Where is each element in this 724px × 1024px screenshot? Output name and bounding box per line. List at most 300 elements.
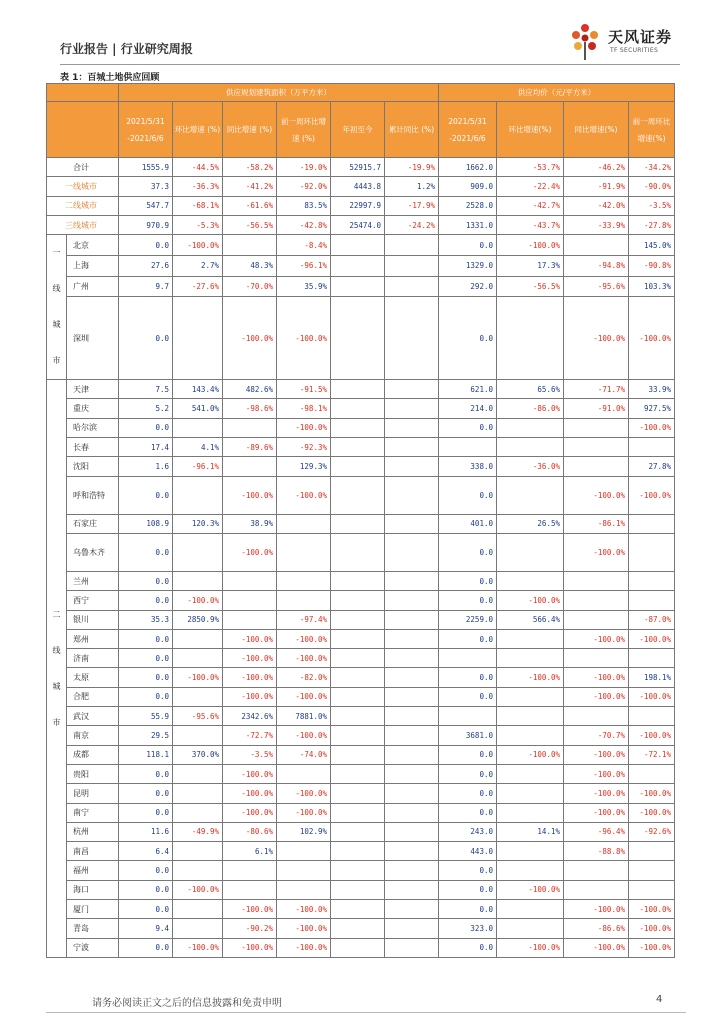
- value-cell: -100.0%: [277, 476, 331, 514]
- value-cell: [629, 880, 675, 899]
- value-cell: 4.1%: [173, 438, 223, 457]
- table-row: [47, 649, 675, 668]
- page-number: 4: [656, 994, 663, 1005]
- value-cell: 443.0: [439, 842, 497, 861]
- value-cell: -91.9%: [564, 177, 629, 196]
- header-blank-cell: [47, 84, 119, 102]
- value-cell: -87.0%: [629, 610, 675, 629]
- value-cell: [223, 591, 277, 610]
- city-name: 青岛: [67, 919, 119, 938]
- value-cell: [173, 687, 223, 706]
- value-cell: -82.0%: [277, 668, 331, 687]
- value-cell: [385, 476, 439, 514]
- value-cell: -58.2%: [223, 158, 277, 177]
- value-cell: [331, 745, 385, 764]
- value-cell: -92.0%: [277, 177, 331, 196]
- value-cell: -100.0%: [223, 784, 277, 803]
- value-cell: [385, 533, 439, 571]
- value-cell: -5.3%: [173, 215, 223, 234]
- value-cell: [173, 784, 223, 803]
- value-cell: 108.9: [119, 514, 173, 533]
- tier-group-char: 城: [52, 320, 61, 330]
- value-cell: 0.0: [439, 938, 497, 957]
- value-cell: -100.0%: [277, 297, 331, 380]
- value-cell: [331, 842, 385, 861]
- value-cell: [497, 629, 564, 648]
- value-cell: -96.1%: [173, 457, 223, 476]
- value-cell: -27.8%: [629, 215, 675, 234]
- value-cell: -92.6%: [629, 822, 675, 841]
- value-cell: 3681.0: [439, 726, 497, 745]
- value-cell: [629, 533, 675, 571]
- value-cell: [385, 514, 439, 533]
- city-name: 呼和浩特: [67, 476, 119, 514]
- tier-group-label: [47, 380, 67, 958]
- city-name: 银川: [67, 610, 119, 629]
- value-cell: -100.0%: [277, 803, 331, 822]
- value-cell: [564, 418, 629, 437]
- value-cell: -46.2%: [564, 158, 629, 177]
- value-cell: [277, 591, 331, 610]
- value-cell: -42.8%: [277, 215, 331, 234]
- value-cell: [497, 764, 564, 783]
- value-cell: [331, 861, 385, 880]
- value-cell: 0.0: [439, 235, 497, 256]
- value-cell: [331, 726, 385, 745]
- value-cell: 1.6: [119, 457, 173, 476]
- value-cell: [331, 399, 385, 418]
- value-cell: -100.0%: [277, 649, 331, 668]
- city-name: 乌鲁木齐: [67, 533, 119, 571]
- value-cell: 52915.7: [331, 158, 385, 177]
- group-header-area: 供应规划建筑面积（万平方米）: [119, 84, 439, 102]
- flower-logo-icon: [568, 22, 604, 62]
- value-cell: 0.0: [439, 687, 497, 706]
- value-cell: [173, 649, 223, 668]
- tier-group-label: [47, 235, 67, 380]
- table-row: [47, 687, 675, 706]
- value-cell: 0.0: [439, 861, 497, 880]
- city-name: 沈阳: [67, 457, 119, 476]
- value-cell: -19.9%: [385, 158, 439, 177]
- value-cell: -90.8%: [629, 255, 675, 276]
- value-cell: -90.2%: [223, 919, 277, 938]
- value-cell: [331, 380, 385, 399]
- value-cell: -27.6%: [173, 276, 223, 297]
- value-cell: [497, 919, 564, 938]
- value-cell: [497, 861, 564, 880]
- value-cell: [497, 533, 564, 571]
- value-cell: [385, 276, 439, 297]
- value-cell: [629, 571, 675, 590]
- value-cell: [439, 438, 497, 457]
- value-cell: 1331.0: [439, 215, 497, 234]
- value-cell: 541.0%: [173, 399, 223, 418]
- value-cell: [564, 591, 629, 610]
- table-row: [47, 255, 675, 276]
- value-cell: [331, 919, 385, 938]
- value-cell: -100.0%: [564, 533, 629, 571]
- value-cell: [385, 571, 439, 590]
- value-cell: [331, 880, 385, 899]
- row-label: 一线城市: [47, 177, 119, 196]
- row-label: 合计: [47, 158, 119, 177]
- value-cell: -100.0%: [629, 476, 675, 514]
- table-row: [47, 514, 675, 533]
- value-cell: -3.5%: [223, 745, 277, 764]
- table-row: [47, 457, 675, 476]
- value-cell: [277, 861, 331, 880]
- value-cell: -98.1%: [277, 399, 331, 418]
- value-cell: -100.0%: [277, 726, 331, 745]
- table-row: [47, 707, 675, 726]
- value-cell: 2528.0: [439, 196, 497, 215]
- value-cell: -100.0%: [173, 591, 223, 610]
- city-name: 重庆: [67, 399, 119, 418]
- value-cell: [331, 938, 385, 957]
- value-cell: [564, 707, 629, 726]
- value-cell: 0.0: [119, 764, 173, 783]
- value-cell: -100.0%: [564, 803, 629, 822]
- value-cell: [331, 822, 385, 841]
- value-cell: [385, 764, 439, 783]
- value-cell: -8.4%: [277, 235, 331, 256]
- city-name: 太原: [67, 668, 119, 687]
- value-cell: -100.0%: [223, 803, 277, 822]
- summary-row: [47, 196, 675, 215]
- value-cell: [629, 514, 675, 533]
- col-header: 环比增速(%): [497, 102, 564, 158]
- value-cell: [385, 610, 439, 629]
- table-row: [47, 276, 675, 297]
- value-cell: 0.0: [439, 803, 497, 822]
- value-cell: -100.0%: [629, 726, 675, 745]
- value-cell: [223, 235, 277, 256]
- value-cell: 1662.0: [439, 158, 497, 177]
- value-cell: 0.0: [439, 418, 497, 437]
- value-cell: 243.0: [439, 822, 497, 841]
- value-cell: 2.7%: [173, 255, 223, 276]
- value-cell: -44.5%: [173, 158, 223, 177]
- value-cell: [497, 900, 564, 919]
- value-cell: [277, 880, 331, 899]
- value-cell: [277, 764, 331, 783]
- value-cell: -80.6%: [223, 822, 277, 841]
- value-cell: 120.3%: [173, 514, 223, 533]
- value-cell: [385, 919, 439, 938]
- col-header: 同比增速 (%): [223, 102, 277, 158]
- value-cell: 17.3%: [497, 255, 564, 276]
- value-cell: -100.0%: [277, 784, 331, 803]
- table-row: [47, 476, 675, 514]
- value-cell: [173, 764, 223, 783]
- city-name: 上海: [67, 255, 119, 276]
- value-cell: -100.0%: [277, 919, 331, 938]
- table-row: [47, 880, 675, 899]
- value-cell: -96.1%: [277, 255, 331, 276]
- value-cell: 0.0: [439, 591, 497, 610]
- value-cell: 0.0: [119, 297, 173, 380]
- table-row: [47, 297, 675, 380]
- value-cell: -100.0%: [564, 900, 629, 919]
- value-cell: 7.5: [119, 380, 173, 399]
- value-cell: -36.0%: [497, 457, 564, 476]
- value-cell: 17.4: [119, 438, 173, 457]
- value-cell: 0.0: [439, 784, 497, 803]
- value-cell: 214.0: [439, 399, 497, 418]
- value-cell: 0.0: [119, 533, 173, 571]
- value-cell: -100.0%: [564, 784, 629, 803]
- value-cell: [385, 380, 439, 399]
- tier-group-char: 线: [52, 284, 61, 294]
- value-cell: -89.6%: [223, 438, 277, 457]
- value-cell: -91.0%: [564, 399, 629, 418]
- value-cell: [173, 297, 223, 380]
- value-cell: 143.4%: [173, 380, 223, 399]
- value-cell: 0.0: [119, 668, 173, 687]
- value-cell: [497, 476, 564, 514]
- value-cell: [497, 297, 564, 380]
- tier-group-char: 二: [52, 609, 61, 619]
- value-cell: [497, 687, 564, 706]
- value-cell: [277, 514, 331, 533]
- value-cell: [223, 571, 277, 590]
- table-row: [47, 235, 675, 256]
- value-cell: 338.0: [439, 457, 497, 476]
- value-cell: [331, 707, 385, 726]
- city-name: 南宁: [67, 803, 119, 822]
- value-cell: [331, 457, 385, 476]
- value-cell: 0.0: [439, 668, 497, 687]
- value-cell: 1555.9: [119, 158, 173, 177]
- value-cell: 0.0: [119, 900, 173, 919]
- value-cell: [223, 861, 277, 880]
- city-name: 西宁: [67, 591, 119, 610]
- value-cell: 29.5: [119, 726, 173, 745]
- value-cell: [331, 276, 385, 297]
- value-cell: 33.9%: [629, 380, 675, 399]
- city-name: 贵阳: [67, 764, 119, 783]
- value-cell: -100.0%: [629, 803, 675, 822]
- value-cell: [173, 900, 223, 919]
- summary-row: [47, 215, 675, 234]
- value-cell: [497, 803, 564, 822]
- value-cell: 0.0: [439, 629, 497, 648]
- value-cell: [385, 629, 439, 648]
- col-header: 环比增速 (%): [173, 102, 223, 158]
- value-cell: -100.0%: [223, 297, 277, 380]
- table-caption: 表 1：百城土地供应回顾: [60, 73, 160, 83]
- value-cell: -100.0%: [564, 476, 629, 514]
- tier-group-char: 市: [52, 356, 61, 366]
- city-name: 成都: [67, 745, 119, 764]
- value-cell: 22997.9: [331, 196, 385, 215]
- value-cell: -100.0%: [497, 880, 564, 899]
- value-cell: -100.0%: [629, 687, 675, 706]
- value-cell: 0.0: [439, 745, 497, 764]
- value-cell: [564, 610, 629, 629]
- value-cell: -71.7%: [564, 380, 629, 399]
- value-cell: -100.0%: [564, 764, 629, 783]
- value-cell: [277, 842, 331, 861]
- footer-disclaimer: 请务必阅读正文之后的信息披露和免责申明: [92, 998, 282, 1009]
- value-cell: -86.1%: [564, 514, 629, 533]
- value-cell: [173, 629, 223, 648]
- value-cell: [331, 803, 385, 822]
- value-cell: 0.0: [119, 880, 173, 899]
- value-cell: [629, 764, 675, 783]
- value-cell: [331, 514, 385, 533]
- value-cell: 37.3: [119, 177, 173, 196]
- value-cell: [385, 745, 439, 764]
- land-supply-table: [46, 83, 675, 958]
- col-header: 前一周环比增速(%): [629, 102, 675, 158]
- value-cell: 0.0: [439, 476, 497, 514]
- value-cell: -100.0%: [564, 297, 629, 380]
- value-cell: -3.5%: [629, 196, 675, 215]
- value-cell: -94.8%: [564, 255, 629, 276]
- value-cell: -100.0%: [629, 629, 675, 648]
- value-cell: [385, 418, 439, 437]
- value-cell: -74.0%: [277, 745, 331, 764]
- value-cell: -100.0%: [629, 900, 675, 919]
- col-header: 2021/5/31 -2021/6/6: [439, 102, 497, 158]
- value-cell: -43.7%: [497, 215, 564, 234]
- value-cell: [331, 533, 385, 571]
- company-logo: [568, 22, 678, 62]
- table-group-header-row: [47, 84, 675, 102]
- value-cell: -100.0%: [277, 629, 331, 648]
- table-row: [47, 919, 675, 938]
- value-cell: -100.0%: [497, 668, 564, 687]
- value-cell: [331, 629, 385, 648]
- value-cell: 0.0: [119, 687, 173, 706]
- value-cell: 55.9: [119, 707, 173, 726]
- value-cell: [564, 235, 629, 256]
- value-cell: [173, 919, 223, 938]
- value-cell: -36.3%: [173, 177, 223, 196]
- value-cell: -95.6%: [564, 276, 629, 297]
- city-name: 宁波: [67, 938, 119, 957]
- value-cell: [629, 649, 675, 668]
- value-cell: [277, 533, 331, 571]
- value-cell: [173, 861, 223, 880]
- value-cell: [385, 707, 439, 726]
- value-cell: [385, 649, 439, 668]
- value-cell: -100.0%: [173, 668, 223, 687]
- city-name: 兰州: [67, 571, 119, 590]
- value-cell: 103.3%: [629, 276, 675, 297]
- value-cell: -22.4%: [497, 177, 564, 196]
- value-cell: 118.1: [119, 745, 173, 764]
- value-cell: [385, 822, 439, 841]
- city-name: 哈尔滨: [67, 418, 119, 437]
- value-cell: 27.8%: [629, 457, 675, 476]
- value-cell: [497, 571, 564, 590]
- logo-name-en: TF SECURITIES: [610, 47, 659, 54]
- value-cell: [331, 418, 385, 437]
- value-cell: [173, 842, 223, 861]
- value-cell: 292.0: [439, 276, 497, 297]
- value-cell: [331, 900, 385, 919]
- value-cell: [385, 784, 439, 803]
- value-cell: 0.0: [119, 476, 173, 514]
- value-cell: -100.0%: [223, 649, 277, 668]
- value-cell: -88.8%: [564, 842, 629, 861]
- value-cell: [629, 438, 675, 457]
- value-cell: -100.0%: [497, 938, 564, 957]
- value-cell: [385, 457, 439, 476]
- value-cell: -100.0%: [223, 476, 277, 514]
- value-cell: 7881.0%: [277, 707, 331, 726]
- value-cell: -72.1%: [629, 745, 675, 764]
- city-name: 石家庄: [67, 514, 119, 533]
- value-cell: -86.0%: [497, 399, 564, 418]
- value-cell: 65.6%: [497, 380, 564, 399]
- city-name: 广州: [67, 276, 119, 297]
- col-header: 2021/5/31 -2021/6/6: [119, 102, 173, 158]
- value-cell: -56.5%: [223, 215, 277, 234]
- value-cell: [497, 649, 564, 668]
- value-cell: -70.7%: [564, 726, 629, 745]
- value-cell: [331, 438, 385, 457]
- table-row: [47, 591, 675, 610]
- value-cell: -100.0%: [497, 591, 564, 610]
- value-cell: -42.0%: [564, 196, 629, 215]
- value-cell: [173, 803, 223, 822]
- table-row: [47, 571, 675, 590]
- value-cell: -100.0%: [223, 668, 277, 687]
- tier-group-char: 一: [52, 248, 61, 258]
- col-header: 同比增速(%): [564, 102, 629, 158]
- value-cell: [173, 726, 223, 745]
- value-cell: 38.9%: [223, 514, 277, 533]
- value-cell: [629, 842, 675, 861]
- value-cell: [385, 726, 439, 745]
- value-cell: 26.5%: [497, 514, 564, 533]
- value-cell: [385, 803, 439, 822]
- value-cell: -33.9%: [564, 215, 629, 234]
- footer-divider: [46, 1012, 686, 1013]
- value-cell: 5.2: [119, 399, 173, 418]
- value-cell: 323.0: [439, 919, 497, 938]
- value-cell: -24.2%: [385, 215, 439, 234]
- table-row: [47, 380, 675, 399]
- value-cell: -86.6%: [564, 919, 629, 938]
- value-cell: [385, 297, 439, 380]
- table-row: [47, 938, 675, 957]
- city-name: 天津: [67, 380, 119, 399]
- group-header-price: 供应均价（元/平方米）: [439, 84, 675, 102]
- value-cell: 0.0: [439, 571, 497, 590]
- value-cell: -100.0%: [223, 900, 277, 919]
- value-cell: [629, 591, 675, 610]
- value-cell: [564, 438, 629, 457]
- summary-row: [47, 177, 675, 196]
- city-name: 海口: [67, 880, 119, 899]
- value-cell: -100.0%: [629, 919, 675, 938]
- table-row: [47, 900, 675, 919]
- city-name: 合肥: [67, 687, 119, 706]
- value-cell: 1.2%: [385, 177, 439, 196]
- value-cell: [385, 255, 439, 276]
- value-cell: 909.0: [439, 177, 497, 196]
- value-cell: -96.4%: [564, 822, 629, 841]
- value-cell: 14.1%: [497, 822, 564, 841]
- value-cell: [331, 476, 385, 514]
- table-body: [47, 158, 675, 958]
- value-cell: [173, 418, 223, 437]
